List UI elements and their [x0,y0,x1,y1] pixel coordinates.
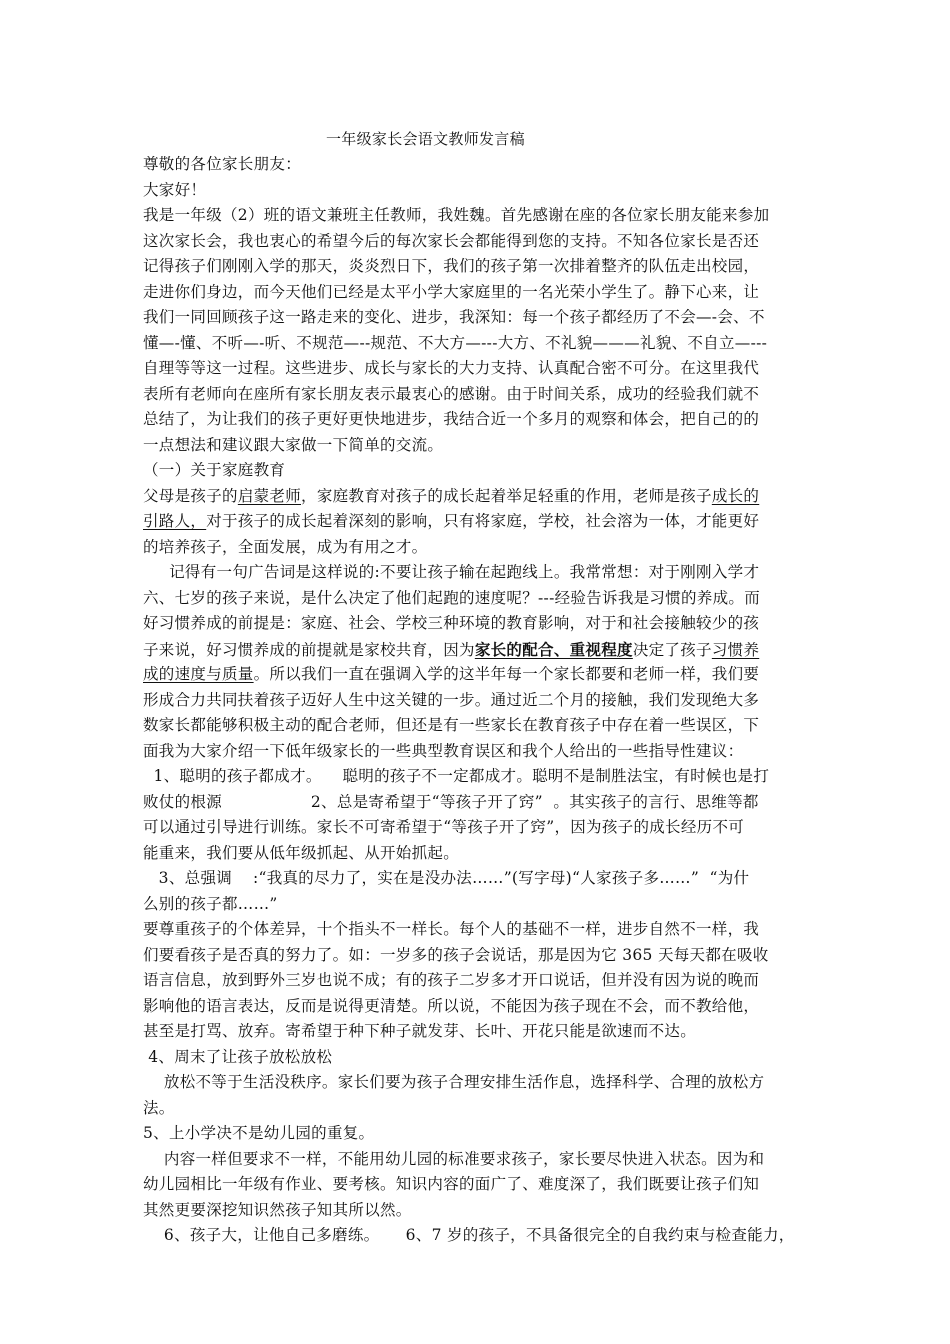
paragraph-line: 的培养孩子，全面发展，成为有用之才。 [143,537,428,556]
underlined-phrase: 成长的 [711,486,760,505]
paragraph-line: 形成合力共同扶着孩子迈好人生中这关键的一步。通过近二个月的接触，我们发现绝大多 [143,690,760,709]
paragraph-line: 其然更要深挖知识然孩子知其所以然。 [143,1200,412,1219]
underlined-phrase: 习惯养 [711,640,760,659]
list-item: 3、总强调 :“我真的尽力了，实在是没办法……”(写字母)“人家孩子多……” “为什 [143,869,750,887]
underlined-phrase: 启蒙老师 [237,486,302,505]
paragraph-line: 内容一样但要求不一样，不能用幼儿园的标准要求孩子，家长要尽快进入状态。因为和 [143,1149,765,1168]
paragraph-line: 甚至是打骂、放弃。寄希望于种下种子就发芽、长叶、开花只能是欲速而不达。 [143,1022,697,1040]
paragraph-line: 语言信息，放到野外三岁也说不成；有的孩子二岁多才开口说话，但并没有因为说的晚而 [143,971,760,989]
paragraph-line: 要尊重孩子的个体差异，十个指头不一样长。每个人的基础不一样，进步自然不一样，我 [143,920,760,938]
greeting: 大家好！ [143,180,207,199]
paragraph-line: 么别的孩子都……” [143,894,278,913]
paragraph-line: 可以通过引导进行训练。家长不可寄希望于“等孩子开了窍”，因为孩子的成长经历不可 [143,818,745,836]
paragraph-line: 法。 [143,1098,175,1117]
underlined-phrase: 引路人， [143,512,207,530]
paragraph-line: 这次家长会，我也衷心的希望今后的每次家长会都能得到您的支持。不知各位家长是否还 [143,231,760,250]
paragraph-line: 数家长都能够积极主动的配合老师，但还是有一些家长在教育孩子中存在着一些误区，下 [143,716,760,734]
section-heading: （一）关于家庭教育 [143,461,286,479]
underlined-phrase: 成的速度与质量 [143,665,254,683]
paragraph-line: 记得有一句广告词是这样说的:不要让孩子输在起跑线上。我常常想：对于刚刚入学才 [143,563,760,581]
paragraph-line: 懂—-懂、不听—-听、不规范—--规范、不大方—---大方、不礼貌———礼貌、不自立—--- [143,333,768,352]
paragraph-line: 表所有老师向在座所有家长朋友表示最衷心的感谢。由于时间关系，成功的经验我们就不 [143,384,760,403]
salutation: 尊敬的各位家长朋友： [143,155,302,173]
paragraph-line: 面我为大家介绍一下低年级家长的一些典型教育误区和我个人给出的一些指导性建议： [143,741,744,760]
paragraph-line: 影响他的语言表达，反而是说得更清楚。所以说，不能因为孩子现在不会，而不教给他， [143,996,760,1015]
paragraph-line: 父母是孩子的启蒙老师，家庭教育对孩子的成长起着举足轻重的作用，老师是孩子成长的 [143,486,760,505]
paragraph-line: 我是一年级（2）班的语文兼班主任教师，我姓魏。首先感谢在座的各位家长朋友能来参加 [143,206,770,224]
document-body [143,152,815,1249]
list-item: 1、聪明的孩子都成才。 聪明的孩子不一定都成才。聪明不是制胜法宝，有时候也是打 [143,767,770,785]
paragraph-line: 六、七岁的孩子来说，是什么决定了他们起跑的速度呢？---经验告诉我是习惯的养成。而 [143,588,761,607]
document-title: 一年级家长会语文教师发言稿 [326,130,525,148]
paragraph-line: 引路人，对于孩子的成长起着深刻的影响，只有将家庭，学校，社会溶为一体，才能更好 [143,512,760,530]
paragraph-line: 一点想法和建议跟大家做一下简单的交流。 [143,435,444,454]
paragraph-line: 走进你们身边，而今天他们已经是太平小学大家庭里的一名光荣小学生了。静下心来，让 [143,282,760,301]
list-item: 5、上小学决不是幼儿园的重复。 [143,1124,375,1142]
paragraph-line: 成的速度与质量。所以我们一直在强调入学的这半年每一个家长都要和老师一样，我们要 [143,665,760,683]
paragraph-line: 放松不等于生活没秩序。家长们要为孩子合理安排生活作息，选择科学、合理的放松方 [143,1073,765,1091]
paragraph-line: 记得孩子们刚刚入学的那天，炎炎烈日下，我们的孩子第一次排着整齐的队伍走出校园， [143,257,760,275]
bold-underlined-phrase: 家长的配合、重视程度 [474,639,633,659]
list-item: 败仗的根源 2、总是寄希望于“等孩子开了窍” 。其实孩子的言行、思维等都 [143,792,759,811]
list-item: 4、周末了让孩子放松放松 [143,1047,333,1066]
list-item: 6、孩子大，让他自己多磨练。 6、7 岁的孩子，不具备很完全的自我约束与检查能力， [143,1226,795,1244]
paragraph-line: 们要看孩子是否真的努力了。如：一岁多的孩子会说话，那是因为它 365 天每天都在吸收 [143,945,769,964]
paragraph-line: 好习惯养成的前提是：家庭、社会、学校三种环境的教育影响，对于和社会接触较少的孩 [143,614,760,632]
paragraph-line: 子来说，好习惯养成的前提就是家校共育，因为家长的配合、重视程度决定了孩子习惯养 [143,639,760,659]
paragraph-line: 自理等等这一过程。这些进步、成长与家长的大力支持、认真配合密不可分。在这里我代 [143,359,760,377]
paragraph-line: 总结了，为让我们的孩子更好更快地进步，我结合近一个多月的观察和体会，把自己的的 [143,410,760,428]
paragraph-line: 我们一同回顾孩子这一路走来的变化、进步，我深知：每一个孩子都经历了不会—-会、不 [143,308,765,326]
paragraph-line: 幼儿园相比一年级有作业、要考核。知识内容的面广了、难度深了，我们既要让孩子们知 [143,1175,760,1193]
paragraph-line: 能重来，我们要从低年级抓起、从开始抓起。 [143,843,460,862]
